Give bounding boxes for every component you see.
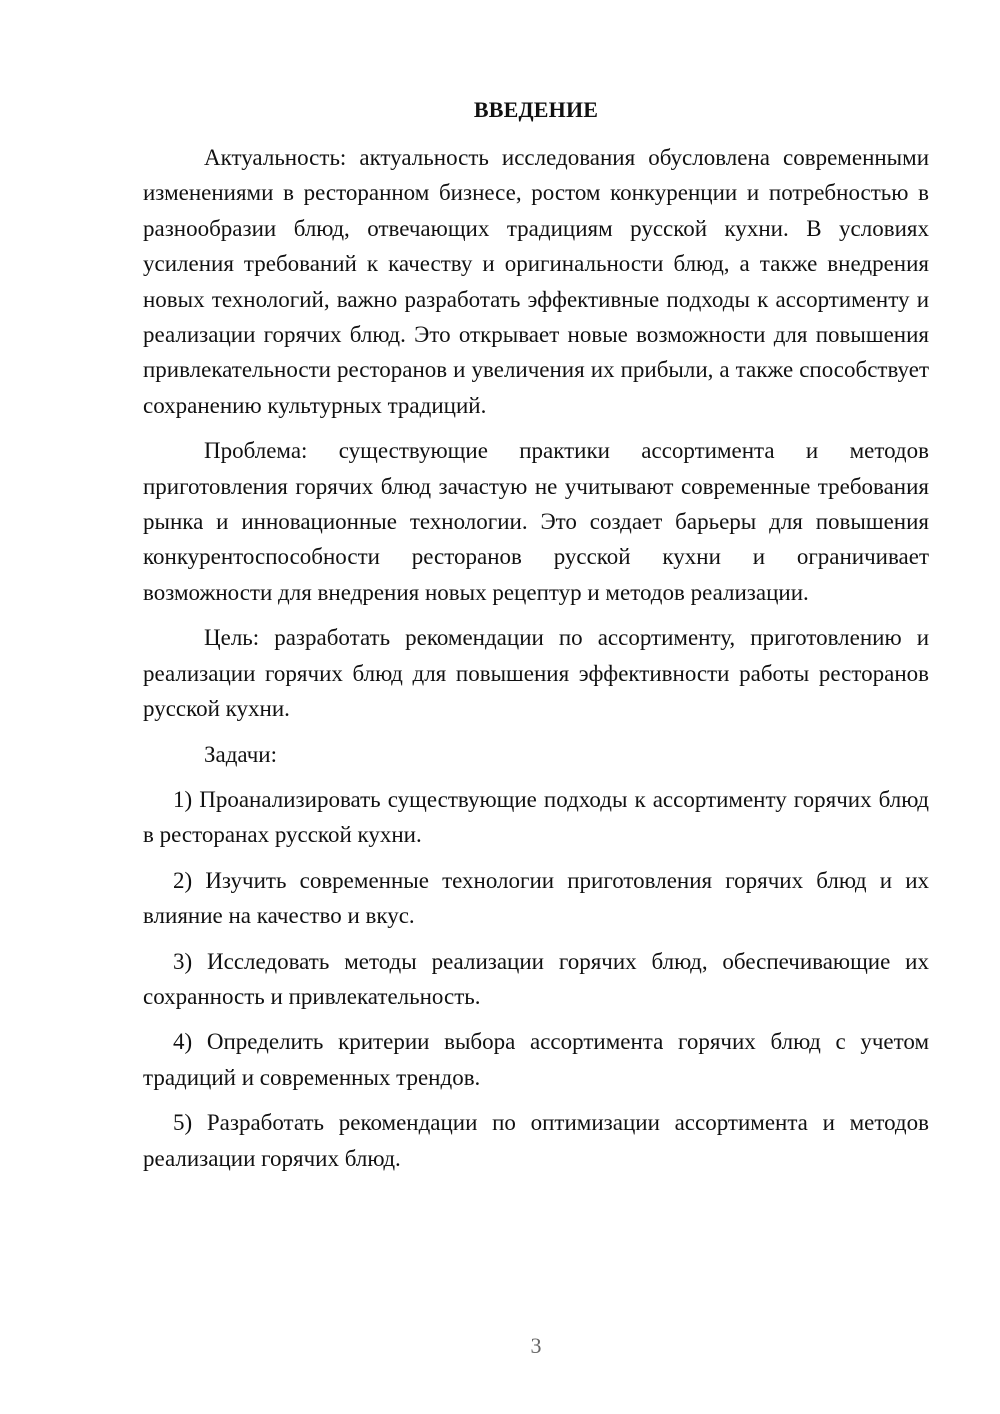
- tasks-list: [143, 782, 929, 1176]
- page-number: 3: [530, 1333, 542, 1358]
- page-title: ВВЕДЕНИЕ: [473, 97, 599, 122]
- paragraph-problem: Проблема: существующие практики ассортимента и методов приготовления горячих блюд зачастую не учитывают современные требования рынка и инновационные технологии. Это создает барьеры для повышения конкурентоспособности ресторанов русской кухни и ограничивает возможности для внедрения новых рецептур и методов реализации.: [143, 438, 929, 605]
- document-page: [143, 95, 929, 1186]
- tasks-heading: Задачи:: [204, 741, 277, 767]
- task-item: 3) Исследовать методы реализации горячих блюд, обеспечивающие их сохранность и привлекательность.: [143, 948, 929, 1009]
- paragraph-relevance: Актуальность: актуальность исследования обусловлена современными изменениями в ресторанном бизнесе, ростом конкуренции и потребностью в разнообразии блюд, отвечающих традициям русской кухни. В условиях усиления требований к качеству и оригинальности блюд, а также внедрения новых технологий, важно разработать эффективные подходы к ассортименту и реализации горячих блюд. Это открывает новые возможности для повышения привлекательности ресторанов и увеличения их прибыли, а также способствует сохранению культурных традиций.: [143, 145, 929, 418]
- task-item: 1) Проанализировать существующие подходы к ассортименту горячих блюд в ресторанах русской кухни.: [143, 786, 929, 848]
- task-item: 5) Разработать рекомендации по оптимизации ассортимента и методов реализации горячих блюд.: [143, 1110, 929, 1171]
- task-item: 4) Определить критерии выбора ассортимента горячих блюд с учетом традиций и современных трендов.: [143, 1029, 929, 1090]
- task-item: 2) Изучить современные технологии приготовления горячих блюд и их влияние на качество и вкус.: [143, 867, 929, 929]
- paragraph-goal: Цель: разработать рекомендации по ассортименту, приготовлению и реализации горячих блюд для повышения эффективности работы ресторанов русской кухни.: [143, 625, 929, 722]
